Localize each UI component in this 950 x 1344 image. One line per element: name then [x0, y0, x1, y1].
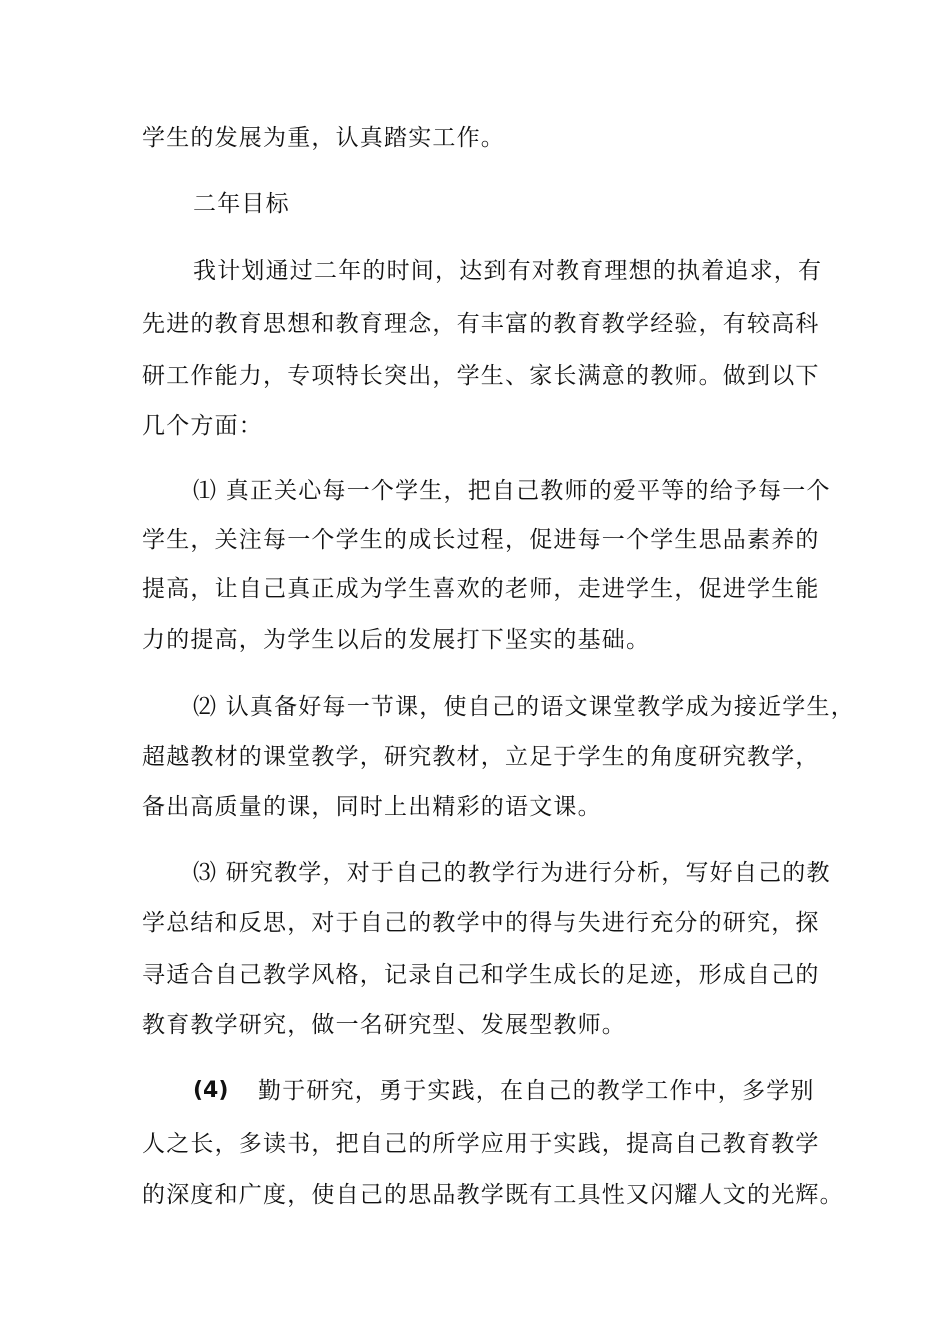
paragraph-line: 力的提高，为学生以后的发展打下坚实的基础。 — [142, 627, 651, 653]
paragraph-line: ⑶ 研究教学，对于自己的教学行为进行分析，写好自己的教 — [193, 860, 831, 886]
paragraph-line: ⑵ 认真备好每一节课，使自己的语文课堂教学成为接近学生， — [193, 694, 855, 720]
section-heading: 二年目标 — [193, 191, 290, 217]
paragraph-line: 人之长，多读书，把自己的所学应用于实践，提高自己教育教学 — [142, 1131, 820, 1157]
paragraph-line: 勤于研究，勇于实践，在自己的教学工作中，多学别 — [258, 1078, 815, 1104]
paragraph-line: 我计划通过二年的时间，达到有对教育理想的执着追求，有 — [193, 258, 823, 284]
intro-line: 学生的发展为重，认真踏实工作。 — [142, 125, 505, 151]
paragraph-line: 的深度和广度，使自己的思品教学既有工具性又闪耀人文的光辉。 — [142, 1182, 844, 1208]
paragraph-line: 寻适合自己教学风格，记录自己和学生成长的足迹，形成自己的 — [142, 962, 820, 988]
paragraph-line: 几个方面： — [142, 413, 263, 439]
paragraph-line: 学总结和反思，对于自己的教学中的得与失进行充分的研究，探 — [142, 910, 820, 936]
paragraph-line: 先进的教育思想和教育理念，有丰富的教育教学经验，有较高科 — [142, 311, 820, 337]
paragraph-line: ⑴ 真正关心每一个学生，把自己教师的爱平等的给予每一个 — [193, 478, 831, 504]
paragraph-line: 教育教学研究，做一名研究型、发展型教师。 — [142, 1012, 626, 1038]
paragraph-line: 学生，关注每一个学生的成长过程，促进每一个学生思品素养的 — [142, 527, 820, 553]
paragraph-line: 超越教材的课堂教学，研究教材，立足于学生的角度研究教学， — [142, 744, 820, 770]
paragraph-line: 备出高质量的课，同时上出精彩的语文课。 — [142, 794, 602, 820]
item-number: (4) — [193, 1078, 229, 1103]
paragraph-line: 研工作能力，专项特长突出，学生、家长满意的教师。做到以下 — [142, 363, 820, 389]
paragraph-line: 提高，让自己真正成为学生喜欢的老师，走进学生，促进学生能 — [142, 576, 820, 602]
